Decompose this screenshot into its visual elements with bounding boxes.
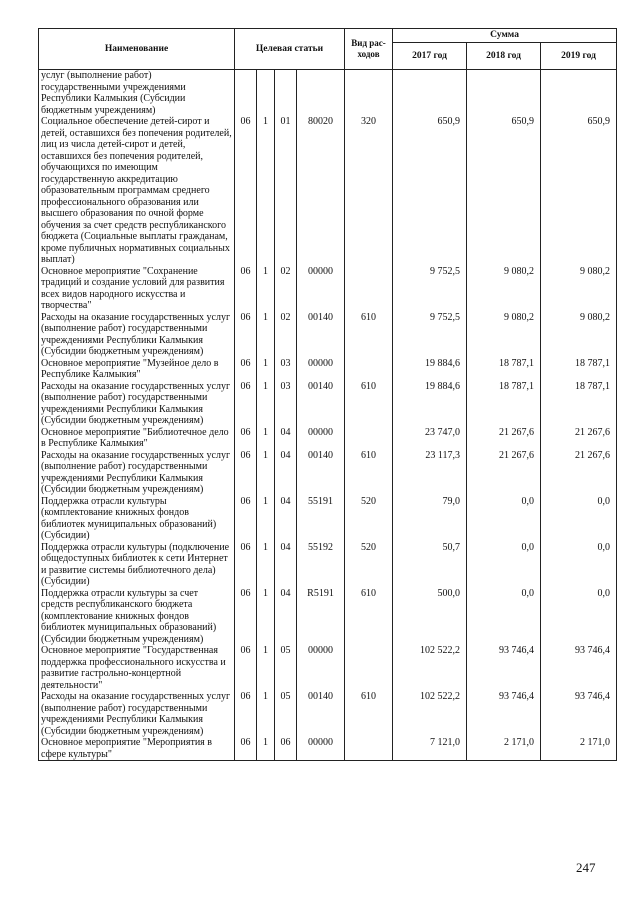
cell-expense-type <box>345 266 393 312</box>
header-year-2019: 2019 год <box>541 43 617 70</box>
cell-sum-2018 <box>467 70 541 117</box>
cell-subprogram: 03 <box>275 381 297 427</box>
table-row <box>39 427 617 450</box>
cell-sum-2017: 500,0 <box>393 588 467 646</box>
cell-sum-2017: 7 121,0 <box>393 737 467 761</box>
cell-sum-2019 <box>541 70 617 117</box>
cell-sum-2019: 9 080,2 <box>541 266 617 312</box>
table-row <box>39 358 617 381</box>
cell-section: 06 <box>235 427 257 450</box>
cell-sum-2019: 21 267,6 <box>541 450 617 496</box>
cell-code: 00140 <box>297 312 345 358</box>
cell-sum-2017 <box>393 70 467 117</box>
cell-subprogram: 02 <box>275 312 297 358</box>
cell-sum-2017: 102 522,2 <box>393 691 467 737</box>
cell-sum-2017: 650,9 <box>393 116 467 266</box>
cell-sum-2019: 0,0 <box>541 588 617 646</box>
cell-sum-2019: 18 787,1 <box>541 358 617 381</box>
cell-section: 06 <box>235 116 257 266</box>
cell-section: 06 <box>235 542 257 588</box>
cell-program: 1 <box>257 542 275 588</box>
table-row <box>39 116 617 266</box>
cell-sum-2019: 9 080,2 <box>541 312 617 358</box>
cell-expense-type: 610 <box>345 588 393 646</box>
cell-section: 06 <box>235 450 257 496</box>
cell-expense-type: 320 <box>345 116 393 266</box>
cell-section: 06 <box>235 588 257 646</box>
table-row <box>39 496 617 542</box>
cell-program: 1 <box>257 691 275 737</box>
cell-code: 00140 <box>297 381 345 427</box>
cell-section: 06 <box>235 737 257 761</box>
cell-subprogram: 04 <box>275 588 297 646</box>
cell-expense-type: 520 <box>345 542 393 588</box>
cell-sum-2017: 19 884,6 <box>393 381 467 427</box>
cell-sum-2017: 79,0 <box>393 496 467 542</box>
cell-expense-type: 610 <box>345 450 393 496</box>
cell-code: 00000 <box>297 266 345 312</box>
cell-section: 06 <box>235 312 257 358</box>
table-header <box>39 29 617 70</box>
cell-name: Основное мероприятие "Государственная поддержка профессионального искусства и развитие гастрольно-концертной деятельности" <box>39 645 235 691</box>
cell-program: 1 <box>257 588 275 646</box>
cell-code: R5191 <box>297 588 345 646</box>
cell-name: Расходы на оказание государственных услуг (выполнение работ) государственными учреждениями Республики Калмыкия (Субсидии бюджетным учреждениям) <box>39 312 235 358</box>
cell-subprogram: 04 <box>275 450 297 496</box>
cell-code: 55192 <box>297 542 345 588</box>
header-sum: Сумма <box>393 29 617 43</box>
cell-sum-2017: 102 522,2 <box>393 645 467 691</box>
cell-program: 1 <box>257 645 275 691</box>
table-row <box>39 381 617 427</box>
cell-subprogram: 05 <box>275 691 297 737</box>
table-row <box>39 70 617 117</box>
cell-sum-2017: 19 884,6 <box>393 358 467 381</box>
cell-expense-type: 520 <box>345 496 393 542</box>
cell-name: Расходы на оказание государственных услуг (выполнение работ) государственными учреждениями Республики Калмыкия (Субсидии бюджетным учреждениям) <box>39 450 235 496</box>
cell-program: 1 <box>257 427 275 450</box>
cell-code: 55191 <box>297 496 345 542</box>
cell-sum-2019: 18 787,1 <box>541 381 617 427</box>
cell-sum-2018: 0,0 <box>467 588 541 646</box>
header-vid: Вид рас-ходов <box>345 29 393 70</box>
cell-sum-2017: 23 747,0 <box>393 427 467 450</box>
cell-name: Основное мероприятие "Сохранение традиций и создание условий для развития всех видов народного искусства и творчества" <box>39 266 235 312</box>
cell-name: Поддержка отрасли культуры за счет средств республиканского бюджета (комплектование книжных фондов библиотек муниципальных образований) (Субсидии бюджетным учреждениям) <box>39 588 235 646</box>
cell-sum-2018: 21 267,6 <box>467 450 541 496</box>
cell-subprogram: 03 <box>275 358 297 381</box>
cell-sum-2018: 93 746,4 <box>467 691 541 737</box>
cell-sum-2019: 650,9 <box>541 116 617 266</box>
cell-subprogram: 05 <box>275 645 297 691</box>
cell-name: Расходы на оказание государственных услуг (выполнение работ) государственными учреждениями Республики Калмыкия (Субсидии бюджетным учреждениям) <box>39 381 235 427</box>
table-row <box>39 691 617 737</box>
cell-sum-2018: 93 746,4 <box>467 645 541 691</box>
cell-program: 1 <box>257 312 275 358</box>
cell-program <box>257 70 275 117</box>
cell-program: 1 <box>257 266 275 312</box>
header-name: Наименование <box>39 29 235 70</box>
table-row <box>39 737 617 761</box>
cell-sum-2018: 9 080,2 <box>467 266 541 312</box>
cell-sum-2017: 50,7 <box>393 542 467 588</box>
cell-program: 1 <box>257 737 275 761</box>
cell-section: 06 <box>235 645 257 691</box>
header-year-2018: 2018 год <box>467 43 541 70</box>
cell-expense-type <box>345 737 393 761</box>
cell-subprogram <box>275 70 297 117</box>
cell-name: Основное мероприятие "Библиотечное дело в Республике Калмыкия" <box>39 427 235 450</box>
cell-section: 06 <box>235 381 257 427</box>
cell-section: 06 <box>235 691 257 737</box>
table-row <box>39 266 617 312</box>
cell-sum-2018: 18 787,1 <box>467 358 541 381</box>
cell-section <box>235 70 257 117</box>
cell-expense-type <box>345 70 393 117</box>
cell-section: 06 <box>235 266 257 312</box>
budget-table <box>38 28 617 761</box>
table-row <box>39 542 617 588</box>
cell-sum-2018: 9 080,2 <box>467 312 541 358</box>
cell-expense-type: 610 <box>345 312 393 358</box>
cell-program: 1 <box>257 358 275 381</box>
cell-subprogram: 02 <box>275 266 297 312</box>
cell-section: 06 <box>235 358 257 381</box>
page-number: 247 <box>576 860 596 875</box>
table-row <box>39 450 617 496</box>
cell-program: 1 <box>257 450 275 496</box>
cell-subprogram: 06 <box>275 737 297 761</box>
cell-subprogram: 04 <box>275 427 297 450</box>
cell-name: Социальное обеспечение детей-сирот и детей, оставшихся без попечения родителей, лиц из числа детей-сирот и детей, оставшихся без попечения родителей, обучающихся по имеющим государственную аккредитацию образовательным программам среднего профессионального образования или высшего образования по очной форме обучения за счет средств республиканского бюджета (Социальные выплаты гражданам, кроме публичных нормативных социальных выплат) <box>39 116 235 266</box>
cell-sum-2018: 2 171,0 <box>467 737 541 761</box>
cell-expense-type: 610 <box>345 691 393 737</box>
cell-sum-2018: 0,0 <box>467 496 541 542</box>
cell-code: 80020 <box>297 116 345 266</box>
cell-sum-2019: 2 171,0 <box>541 737 617 761</box>
cell-code: 00140 <box>297 691 345 737</box>
cell-sum-2017: 9 752,5 <box>393 266 467 312</box>
cell-sum-2018: 650,9 <box>467 116 541 266</box>
cell-name: Расходы на оказание государственных услуг (выполнение работ) государственными учреждениями Республики Калмыкия (Субсидии бюджетным учреждениям) <box>39 691 235 737</box>
cell-expense-type <box>345 427 393 450</box>
cell-subprogram: 01 <box>275 116 297 266</box>
cell-section: 06 <box>235 496 257 542</box>
cell-code: 00000 <box>297 645 345 691</box>
cell-sum-2018: 0,0 <box>467 542 541 588</box>
cell-expense-type <box>345 358 393 381</box>
cell-sum-2017: 9 752,5 <box>393 312 467 358</box>
cell-expense-type: 610 <box>345 381 393 427</box>
cell-sum-2019: 93 746,4 <box>541 691 617 737</box>
table-row <box>39 645 617 691</box>
cell-code: 00000 <box>297 427 345 450</box>
cell-sum-2017: 23 117,3 <box>393 450 467 496</box>
table-body <box>39 70 617 761</box>
cell-code: 00000 <box>297 358 345 381</box>
cell-expense-type <box>345 645 393 691</box>
cell-name: Основное мероприятие "Мероприятия в сфере культуры" <box>39 737 235 761</box>
cell-sum-2019: 21 267,6 <box>541 427 617 450</box>
cell-sum-2018: 21 267,6 <box>467 427 541 450</box>
cell-code: 00000 <box>297 737 345 761</box>
cell-sum-2019: 0,0 <box>541 542 617 588</box>
header-target: Целевая статьи <box>235 29 345 70</box>
cell-sum-2018: 18 787,1 <box>467 381 541 427</box>
cell-subprogram: 04 <box>275 542 297 588</box>
table-row <box>39 588 617 646</box>
cell-name: Поддержка отрасли культуры (подключение общедоступных библиотек к сети Интернет и развитие системы библиотечного дела) (Субсидии) <box>39 542 235 588</box>
cell-code: 00140 <box>297 450 345 496</box>
cell-code <box>297 70 345 117</box>
cell-subprogram: 04 <box>275 496 297 542</box>
cell-program: 1 <box>257 381 275 427</box>
cell-sum-2019: 93 746,4 <box>541 645 617 691</box>
cell-sum-2019: 0,0 <box>541 496 617 542</box>
cell-program: 1 <box>257 496 275 542</box>
cell-name: Поддержка отрасли культуры (комплектование книжных фондов библиотек муниципальных образований) (Субсидии) <box>39 496 235 542</box>
cell-name: Основное мероприятие "Музейное дело в Республике Калмыкия" <box>39 358 235 381</box>
cell-program: 1 <box>257 116 275 266</box>
cell-name: услуг (выполнение работ) государственными учреждениями Республики Калмыкия (Субсидии бюджетным учреждениям) <box>39 70 235 117</box>
table-row <box>39 312 617 358</box>
header-year-2017: 2017 год <box>393 43 467 70</box>
